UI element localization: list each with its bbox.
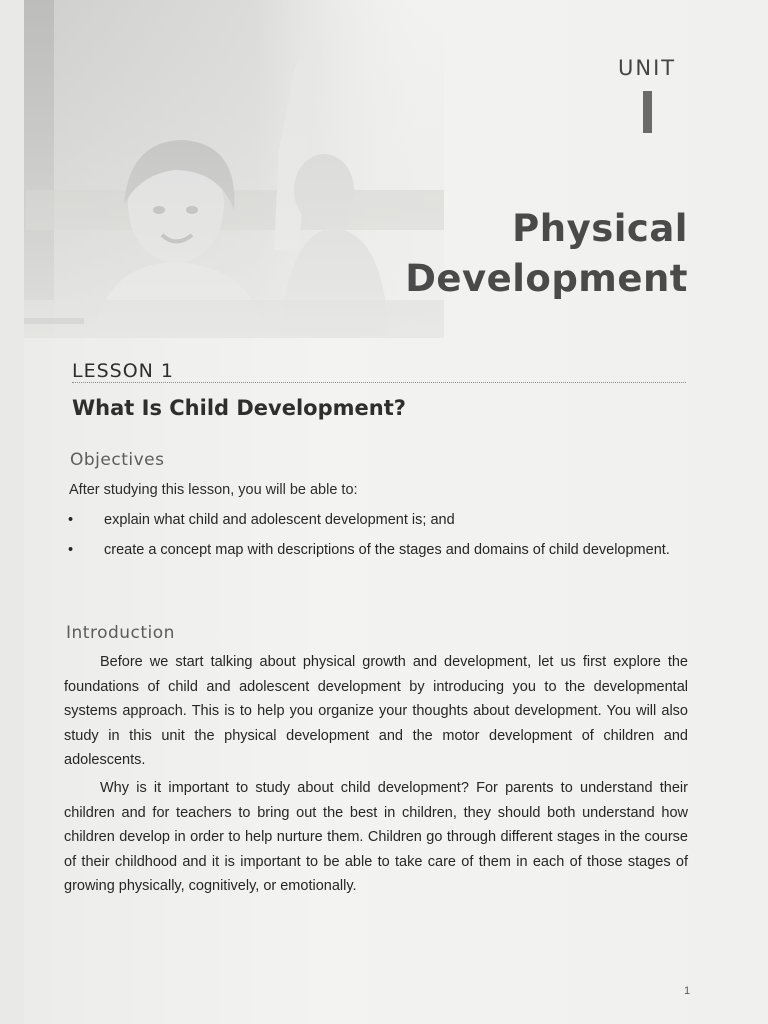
- book-page: [24, 0, 768, 1024]
- paragraph-text: Why is it important to study about child development? For parents to understand their children and for teachers to bring out the best in children, they should both understand how children develop in order to help nurture them. Children go through different stages in the course of their childhood and it is important to be able to take care of them in each of those stages of growing physically, cognitively, or emotionally.: [64, 780, 688, 894]
- page-number: 1: [684, 985, 691, 997]
- unit-title: [405, 204, 688, 304]
- lesson-number: LESSON 1: [72, 360, 175, 382]
- introduction-paragraph-2: [64, 776, 688, 899]
- paragraph-text: Before we start talking about physical growth and development, let us first explore the foundations of child and adolescent development by introducing you to the developmental systems approach. This is to help you organize your thoughts about development. You will also study in this unit the physical development and the motor development of children and adolescents.: [64, 654, 688, 768]
- hero-photo-graphic: [24, 0, 444, 338]
- bullet-icon: •: [68, 512, 74, 528]
- bullet-icon: •: [68, 542, 74, 558]
- objectives-list: [66, 508, 686, 568]
- unit-title-line-1: Physical: [512, 207, 688, 250]
- lesson-divider: [72, 382, 686, 383]
- introduction-heading: Introduction: [66, 623, 175, 643]
- objective-text: explain what child and adolescent development is; and: [104, 512, 455, 528]
- list-item: [66, 538, 686, 562]
- objective-text: create a concept map with descriptions of the stages and domains of child development.: [104, 542, 670, 558]
- hero-photo-children: [24, 0, 444, 338]
- unit-label: UNIT: [618, 56, 677, 80]
- lesson-title: What Is Child Development?: [72, 396, 406, 420]
- unit-number-bar: [643, 91, 652, 133]
- unit-title-line-2: Development: [405, 257, 688, 300]
- list-item: [66, 508, 686, 532]
- objectives-intro: After studying this lesson, you will be able to:: [69, 482, 358, 498]
- objectives-heading: Objectives: [70, 450, 165, 470]
- introduction-paragraph-1: [64, 650, 688, 773]
